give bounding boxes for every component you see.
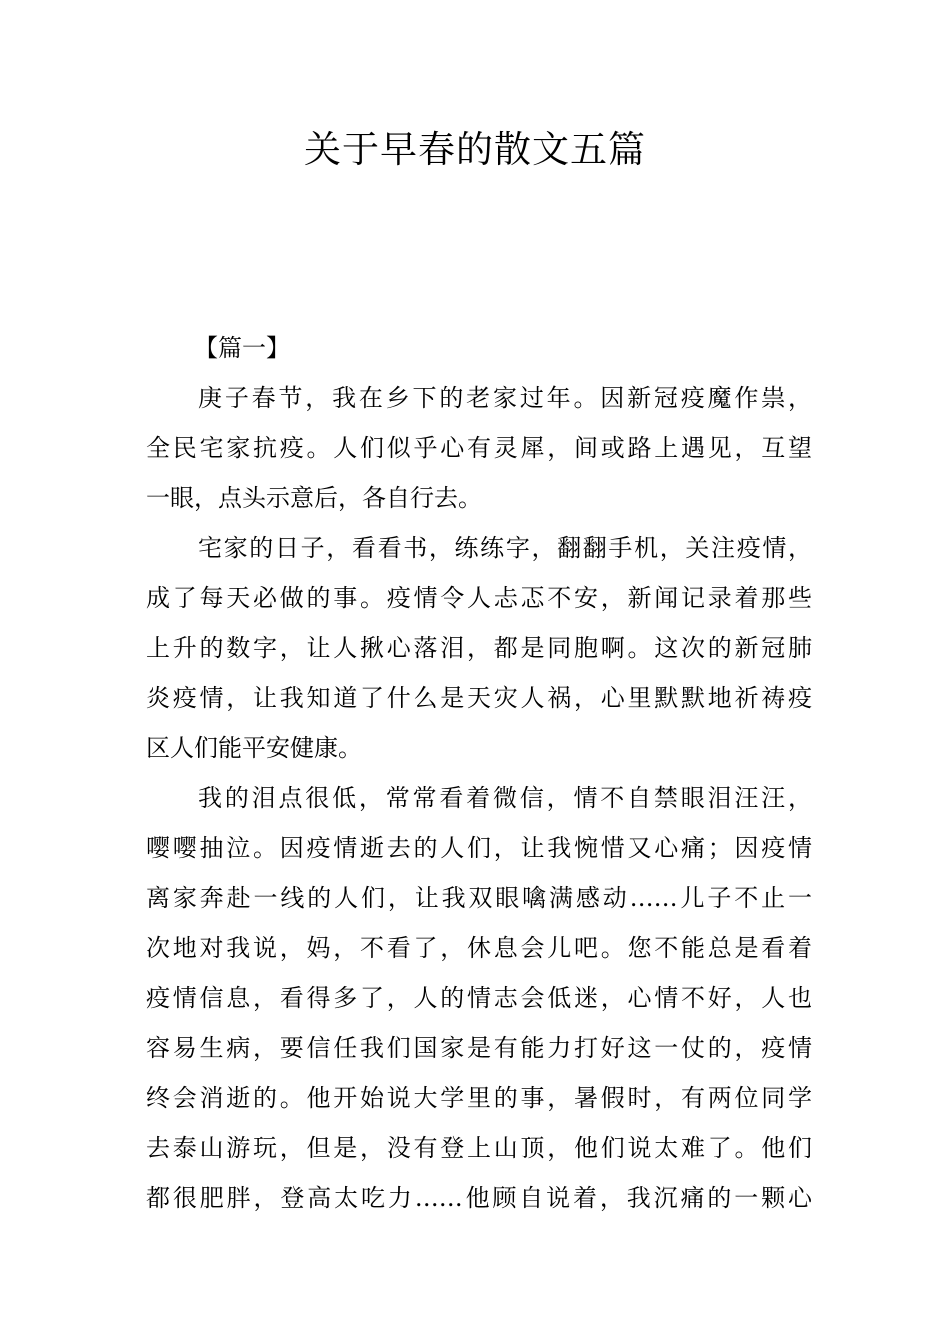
paragraph-line: 一眼，点头示意后，各自行去。 bbox=[146, 484, 482, 512]
paragraph-line: 成了每天必做的事。疫情令人忐忑不安，新闻记录着那些 bbox=[146, 584, 812, 612]
document-body bbox=[146, 323, 812, 1223]
paragraph-line: 嘤嘤抽泣。因疫情逝去的人们，让我惋惜又心痛；因疫情 bbox=[146, 834, 812, 862]
paragraph-line: 都很肥胖，登高太吃力……他顾自说着，我沉痛的一颗心 bbox=[146, 1184, 812, 1212]
paragraph-line: 我的泪点很低，常常看着微信，情不自禁眼泪汪汪， bbox=[198, 784, 812, 812]
paragraph-line: 炎疫情，让我知道了什么是天灾人祸，心里默默地祈祷疫 bbox=[146, 684, 812, 712]
paragraph-line: 庚子春节，我在乡下的老家过年。因新冠疫魔作祟， bbox=[198, 384, 812, 412]
paragraph-line: 疫情信息，看得多了，人的情志会低迷，心情不好，人也 bbox=[146, 984, 812, 1012]
paragraph-3 bbox=[146, 773, 812, 1223]
paragraph-line: 去泰山游玩，但是，没有登上山顶，他们说太难了。他们 bbox=[146, 1134, 812, 1162]
paragraph-line: 终会消逝的。他开始说大学里的事，暑假时，有两位同学 bbox=[146, 1084, 812, 1112]
paragraph-2 bbox=[146, 523, 812, 773]
paragraph-line: 离家奔赴一线的人们，让我双眼噙满感动……儿子不止一 bbox=[146, 884, 812, 912]
paragraph-line: 上升的数字，让人揪心落泪，都是同胞啊。这次的新冠肺 bbox=[146, 634, 812, 662]
paragraph-line: 区人们能平安健康。 bbox=[146, 734, 362, 762]
paragraph-line: 宅家的日子，看看书，练练字，翻翻手机，关注疫情， bbox=[198, 534, 812, 562]
paragraph-1 bbox=[146, 373, 812, 523]
paragraph-line: 容易生病，要信任我们国家是有能力打好这一仗的，疫情 bbox=[146, 1034, 812, 1062]
paragraph-line: 全民宅家抗疫。人们似乎心有灵犀，间或路上遇见，互望 bbox=[146, 434, 812, 462]
document-title: 关于早春的散文五篇 bbox=[304, 128, 646, 171]
section-label: 【篇一】 bbox=[194, 334, 290, 362]
paragraph-line: 次地对我说，妈，不看了，休息会儿吧。您不能总是看着 bbox=[146, 934, 812, 962]
